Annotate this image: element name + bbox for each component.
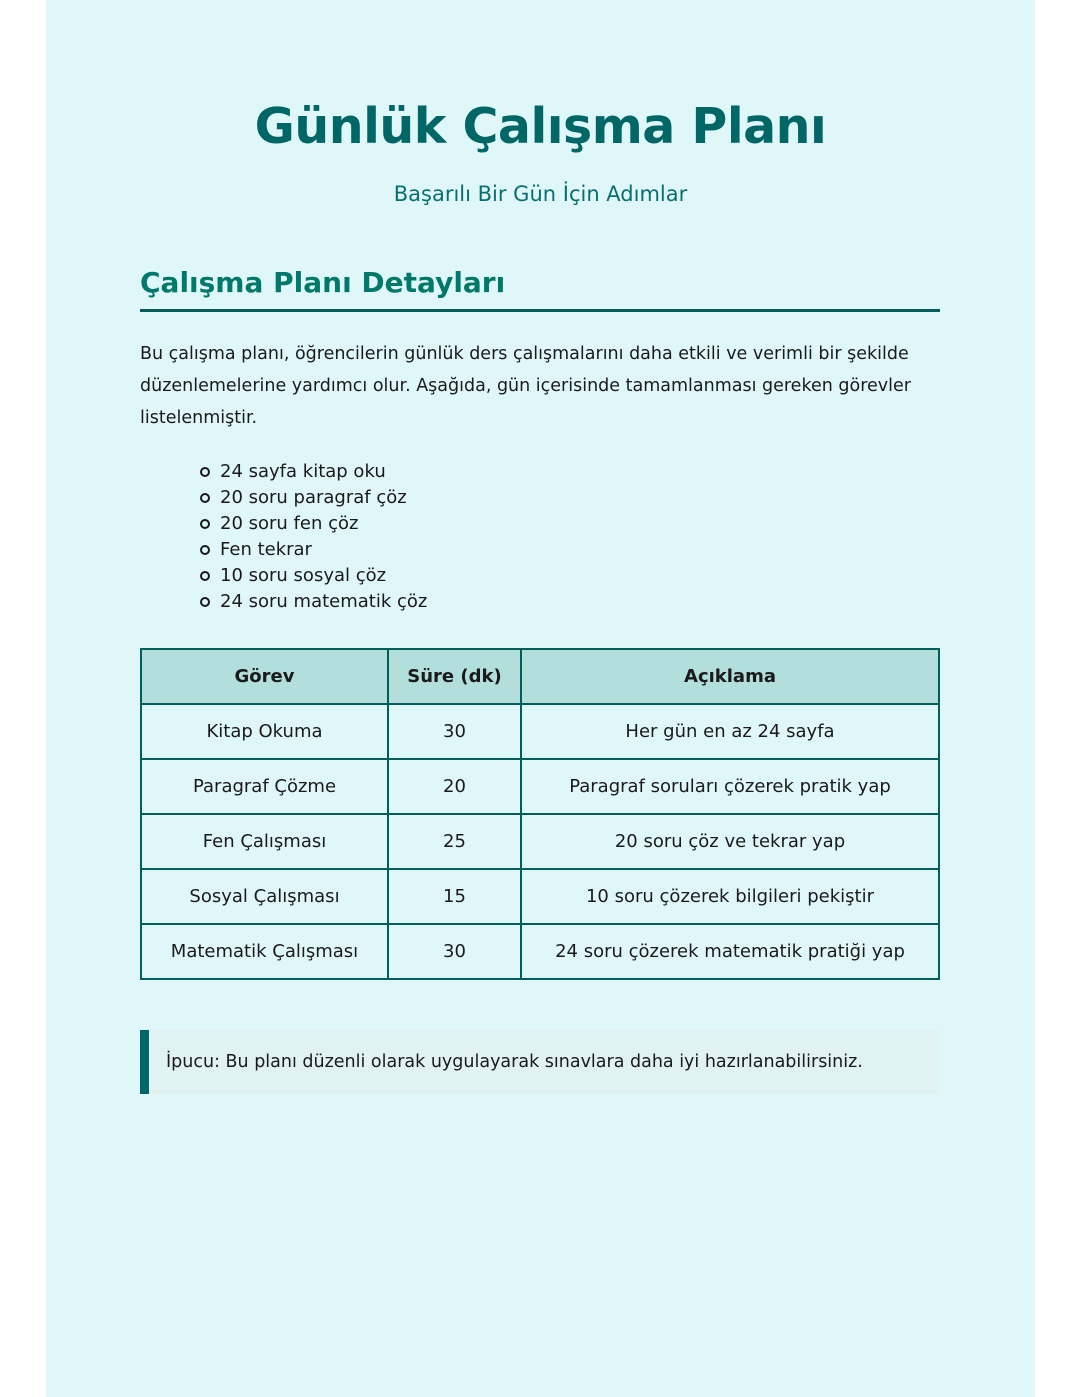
description-cell: Her gün en az 24 sayfa — [521, 704, 939, 759]
description-cell: Paragraf soruları çözerek pratik yap — [521, 759, 939, 814]
task-cell: Sosyal Çalışması — [141, 869, 388, 924]
tip-text: İpucu: Bu planı düzenli olarak uygulayarak sınavlara daha iyi hazırlanabilirsiniz. — [166, 1052, 863, 1072]
column-header-duration: Süre (dk) — [388, 649, 521, 704]
intro-paragraph: Bu çalışma planı, öğrencilerin günlük ders çalışmalarını daha etkili ve verimli bir şekilde düzenlemelerine yardımcı olur. Aşağıda, gün içerisinde tamamlanması gereken görevler listelenmiştir. — [140, 344, 911, 428]
list-item: Fen tekrar — [220, 537, 427, 563]
list-item: 10 soru sosyal çöz — [220, 563, 427, 589]
table-row — [141, 924, 939, 979]
task-list — [140, 459, 427, 615]
duration-cell: 25 — [388, 814, 521, 869]
duration-cell: 30 — [388, 924, 521, 979]
column-header-task: Görev — [141, 649, 388, 704]
table-row — [141, 814, 939, 869]
column-header-description: Açıklama — [521, 649, 939, 704]
description-cell: 24 soru çözerek matematik pratiği yap — [521, 924, 939, 979]
document-page — [46, 0, 1035, 1397]
list-item: 24 soru matematik çöz — [220, 589, 427, 615]
description-cell: 10 soru çözerek bilgileri pekiştir — [521, 869, 939, 924]
plan-table — [140, 648, 940, 980]
duration-cell: 30 — [388, 704, 521, 759]
duration-cell: 20 — [388, 759, 521, 814]
table-row — [141, 869, 939, 924]
duration-cell: 15 — [388, 869, 521, 924]
task-cell: Paragraf Çözme — [141, 759, 388, 814]
page-subtitle: Başarılı Bir Gün İçin Adımlar — [393, 182, 688, 206]
table-row — [141, 704, 939, 759]
task-cell: Kitap Okuma — [141, 704, 388, 759]
page-title: Günlük Çalışma Planı — [254, 98, 827, 155]
task-cell: Matematik Çalışması — [141, 924, 388, 979]
section-heading: Çalışma Planı Detayları — [140, 266, 940, 312]
list-item: 20 soru fen çöz — [220, 511, 427, 537]
list-item: 20 soru paragraf çöz — [220, 485, 427, 511]
list-item: 24 sayfa kitap oku — [220, 459, 427, 485]
table-header-row — [141, 649, 939, 704]
description-cell: 20 soru çöz ve tekrar yap — [521, 814, 939, 869]
task-cell: Fen Çalışması — [141, 814, 388, 869]
tip-callout — [140, 1030, 940, 1094]
table-row — [141, 759, 939, 814]
